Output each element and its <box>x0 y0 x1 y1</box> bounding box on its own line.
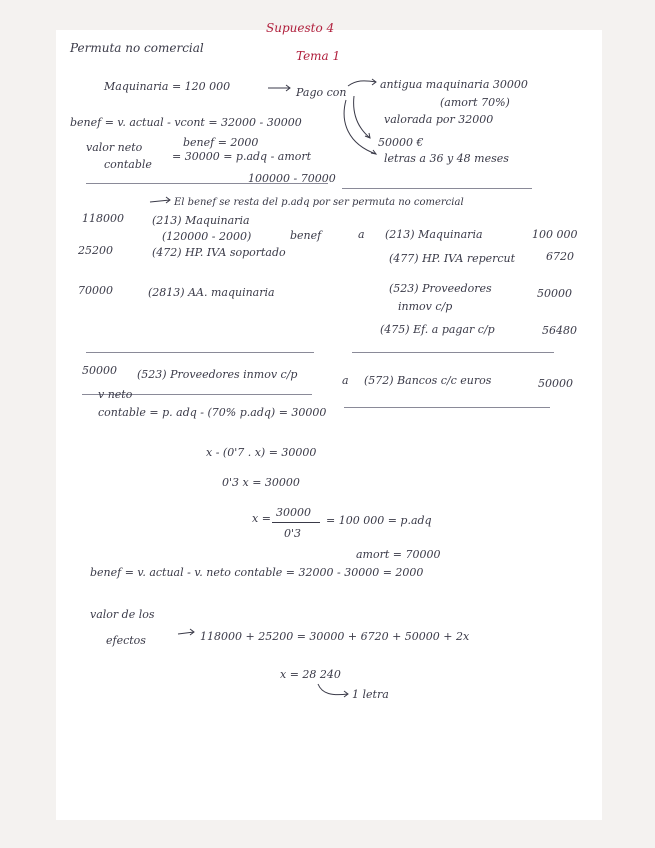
calc-vneto-label-2: contable = p. adq - (70% p.adq) = 30000 <box>98 406 327 419</box>
entry1-credit4-amount: 56480 <box>542 324 577 337</box>
entry1-credit1-amount: 100 000 <box>532 228 578 241</box>
entry1-debit3-account: (2813) AA. maquinaria <box>148 286 275 299</box>
calc-benef: benef = v. actual - v. neto contable = 32000 - 30000 = 2000 <box>90 566 424 579</box>
pago-con-label: Pago con <box>296 86 347 99</box>
entry1-credit1-account: (213) Maquinaria <box>385 228 483 241</box>
calc-letra-note: 1 letra <box>352 688 389 701</box>
calc-efectos-equation: 118000 + 25200 = 30000 + 6720 + 50000 + 2x <box>200 630 470 643</box>
page-title: Supuesto 4 <box>266 21 335 35</box>
antigua-line-2: (amort 70%) <box>440 96 510 109</box>
arrow-curve-icon <box>348 81 376 86</box>
entry2-debit1-amount: 50000 <box>82 364 117 377</box>
entry2-credit1-amount: 50000 <box>538 377 573 390</box>
entry1-credit3-account: (523) Proveedores <box>389 282 492 295</box>
entry1-debit1-account: (213) Maquinaria <box>152 214 250 227</box>
entry1-credit3-amount: 50000 <box>537 287 572 300</box>
entry1-credit3-account-2: inmov c/p <box>398 300 453 313</box>
valor-neto-label-1: valor neto <box>86 141 143 154</box>
calc-equation-1: x - (0'7 . x) = 30000 <box>206 446 317 459</box>
calc-amort: amort = 70000 <box>356 548 441 561</box>
heading-permuta: Permuta no comercial <box>70 41 204 55</box>
entry2-debit1-account: (523) Proveedores inmov c/p <box>137 368 298 381</box>
calc-x-result: x = 28 240 <box>280 668 341 681</box>
entry1-debit1-sub: (120000 - 2000) <box>162 230 252 243</box>
benef-formula: benef = v. actual - vcont = 32000 - 30000 <box>70 116 302 129</box>
calc-valor-efectos-1: valor de los <box>90 608 155 621</box>
valor-neto-label-2: contable <box>104 158 152 171</box>
valor-neto-sub: 100000 - 70000 <box>248 172 336 185</box>
calc-vneto-label-1: v neto <box>98 388 133 401</box>
entry1-debit1-amount: 118000 <box>82 212 124 225</box>
calc-equation-3-left: x = <box>252 512 271 525</box>
entry1-debit2-account: (472) HP. IVA soportado <box>152 246 286 259</box>
efectivo-amount: 50000 € <box>378 136 424 149</box>
entry1-debit3-amount: 70000 <box>78 284 113 297</box>
entry2-a-label: a <box>342 374 349 387</box>
maquinaria-price: Maquinaria = 120 000 <box>104 80 231 93</box>
entry1-credit2-amount: 6720 <box>546 250 574 263</box>
entry1-a-label: a <box>358 228 365 241</box>
antigua-line-3: valorada por 32000 <box>384 113 494 126</box>
entry1-debit2-amount: 25200 <box>78 244 113 257</box>
calc-equation-2: 0'3 x = 30000 <box>222 476 300 489</box>
entry2-credit1-account: (572) Bancos c/c euros <box>364 374 492 387</box>
entry1-credit4-account: (475) Ef. a pagar c/p <box>380 323 495 336</box>
arrow-note: El benef se resta del p.adq por ser permuta no comercial <box>174 197 464 208</box>
entry1-credit2-account: (477) HP. IVA repercut <box>389 252 516 265</box>
calc-equation-3-num: 30000 <box>276 506 311 519</box>
calc-equation-3-right: = 100 000 = p.adq <box>326 514 432 527</box>
entry1-debit1-note: benef <box>290 229 322 242</box>
letras-note: letras a 36 y 48 meses <box>384 152 509 165</box>
valor-neto-formula: = 30000 = p.adq - amort <box>172 150 312 163</box>
topic-label: Tema 1 <box>296 49 341 63</box>
calc-valor-efectos-2: efectos <box>106 634 146 647</box>
benef-result: benef = 2000 <box>183 136 259 149</box>
arrow-curve-icon <box>354 96 370 138</box>
calc-equation-3-den: 0'3 <box>284 527 302 540</box>
arrow-curve-icon <box>318 684 348 695</box>
antigua-line-1: antigua maquinaria 30000 <box>380 78 528 91</box>
